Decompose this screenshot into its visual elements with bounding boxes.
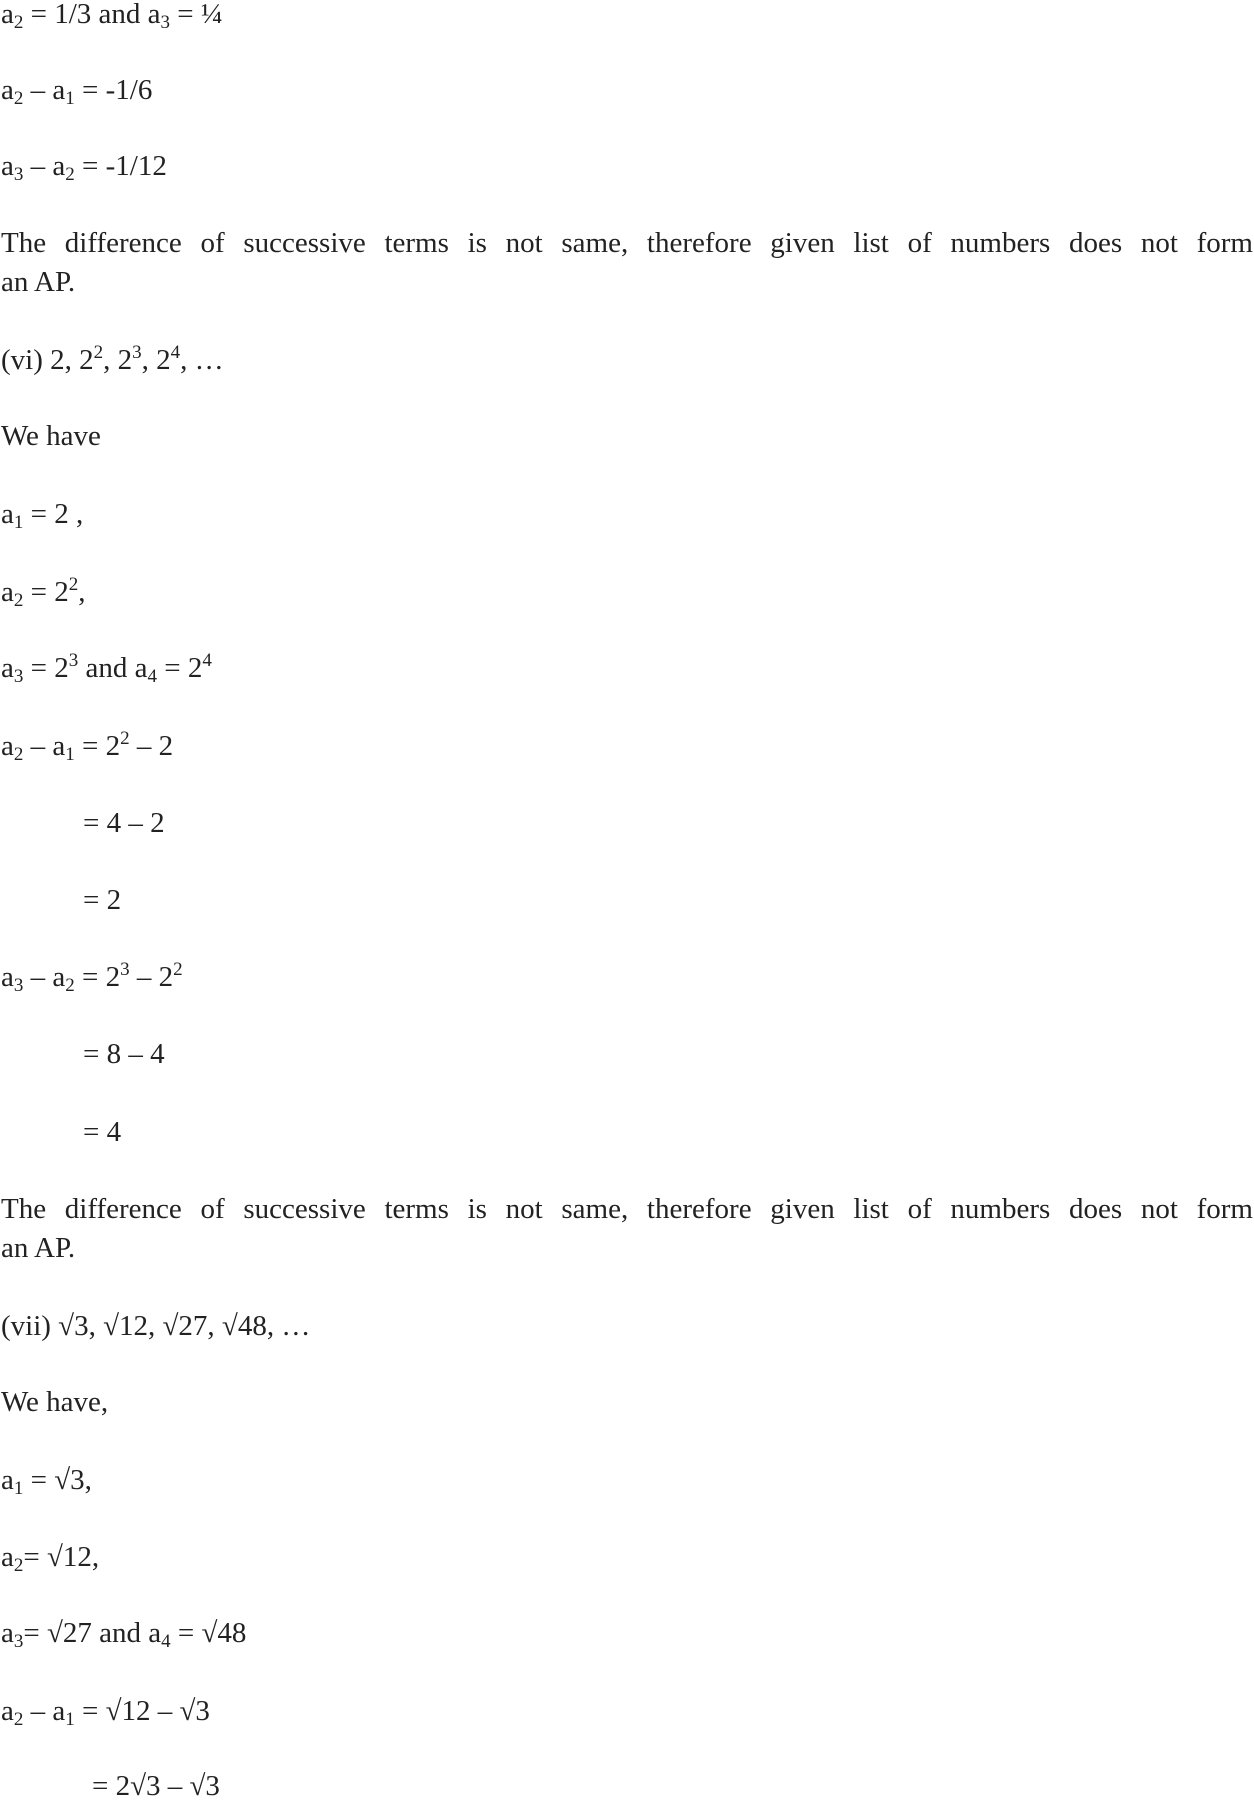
- text-line: [1, 1693, 210, 1729]
- superscript: 2: [68, 574, 79, 595]
- subscript: 3: [13, 975, 24, 996]
- text-line: [83, 1036, 165, 1072]
- text-segment: and a: [78, 652, 148, 684]
- text-segment: – 2: [129, 730, 174, 762]
- text-line: [1, 264, 75, 300]
- text-line: [1, 225, 1253, 261]
- text-segment: – a: [23, 74, 66, 106]
- superscript: 4: [170, 342, 181, 363]
- text-segment: – a: [23, 730, 66, 762]
- text-line: [1, 148, 167, 184]
- subscript: 2: [65, 164, 75, 185]
- text-segment: a: [1, 652, 14, 684]
- subscript: 1: [65, 744, 75, 765]
- text-segment: a: [1, 1695, 14, 1727]
- text-segment: = 2: [23, 652, 69, 684]
- subscript: 2: [13, 744, 24, 765]
- text-segment: a: [1, 0, 14, 30]
- subscript: 4: [161, 1631, 171, 1652]
- text-segment: ,: [78, 576, 86, 608]
- text-line: [1, 1539, 99, 1575]
- text-segment: = 2 ,: [23, 498, 84, 530]
- text-segment: = 1/3 and a: [23, 0, 161, 30]
- text-segment: a: [1, 576, 14, 608]
- text-segment: a: [1, 74, 14, 106]
- text-line: [1, 342, 224, 378]
- superscript: 3: [68, 650, 79, 671]
- text-line: [1, 959, 183, 995]
- subscript: 1: [65, 88, 75, 109]
- text-line: [1, 72, 152, 108]
- text-line: [1, 1384, 108, 1420]
- text-line: [1, 1308, 310, 1344]
- text-segment: (vi) 2, 2: [1, 344, 94, 376]
- text-segment: an AP.: [1, 1232, 76, 1264]
- text-line: [1, 418, 101, 454]
- subscript: 1: [13, 512, 24, 533]
- text-segment: a: [1, 1541, 14, 1573]
- text-segment: , 2: [141, 344, 171, 376]
- subscript: 1: [65, 1709, 75, 1730]
- text-segment: = 8 – 4: [83, 1038, 165, 1070]
- text-segment: = √12 – √3: [74, 1695, 210, 1727]
- text-segment: = √27 and a: [23, 1617, 162, 1649]
- text-segment: a: [1, 730, 14, 762]
- text-segment: = √48: [170, 1617, 247, 1649]
- text-segment: = 4 – 2: [83, 807, 165, 839]
- text-segment: (vii) √3, √12, √27, √48, …: [1, 1310, 311, 1342]
- text-segment: = 2: [156, 652, 203, 684]
- subscript: 2: [13, 1555, 24, 1576]
- text-segment: a: [1, 1617, 14, 1649]
- text-segment: = -1/6: [74, 74, 153, 106]
- text-segment: – 2: [129, 961, 174, 993]
- superscript: 2: [93, 342, 104, 363]
- subscript: 2: [13, 1709, 24, 1730]
- text-line: [1, 1615, 246, 1651]
- text-segment: = √12,: [23, 1541, 100, 1573]
- text-segment: , …: [180, 344, 224, 376]
- text-segment: – a: [23, 961, 66, 993]
- subscript: 3: [13, 666, 24, 687]
- text-line: [1, 496, 83, 532]
- text-segment: a: [1, 150, 14, 182]
- subscript: 2: [13, 12, 24, 33]
- subscript: 2: [13, 88, 24, 109]
- text-line: [92, 1768, 220, 1804]
- superscript: 2: [120, 728, 130, 749]
- text-line: [1, 650, 212, 686]
- subscript: 1: [13, 1478, 24, 1499]
- text-segment: – a: [23, 1695, 66, 1727]
- text-segment: = -1/12: [74, 150, 167, 182]
- text-segment: = 2: [74, 730, 121, 762]
- text-segment: an AP.: [1, 266, 76, 298]
- superscript: 3: [132, 342, 142, 363]
- subscript: 3: [13, 1631, 24, 1652]
- text-segment: The difference of successive terms is not same, therefore given list of numbers does not form: [1, 227, 1253, 259]
- text-segment: = 2: [23, 576, 69, 608]
- subscript: 3: [160, 12, 171, 33]
- text-segment: a: [1, 1464, 14, 1496]
- text-segment: = 2√3 – √3: [92, 1770, 220, 1802]
- text-line: [1, 1462, 92, 1498]
- text-line: [1, 1191, 1253, 1227]
- text-segment: = 4: [83, 1116, 122, 1148]
- text-segment: a: [1, 498, 14, 530]
- superscript: 4: [202, 650, 212, 671]
- subscript: 4: [147, 666, 157, 687]
- text-segment: = ¼: [170, 0, 223, 30]
- text-segment: = √3,: [23, 1464, 92, 1496]
- text-segment: = 2: [74, 961, 121, 993]
- superscript: 3: [120, 959, 130, 980]
- text-line: [1, 728, 173, 764]
- text-line: [83, 1114, 121, 1150]
- text-segment: We have: [1, 420, 101, 452]
- text-segment: , 2: [103, 344, 133, 376]
- superscript: 2: [173, 959, 183, 980]
- text-line: [1, 0, 223, 32]
- text-segment: The difference of successive terms is not same, therefore given list of numbers does not form: [1, 1193, 1253, 1225]
- text-segment: – a: [23, 150, 66, 182]
- text-line: [83, 882, 121, 918]
- text-segment: We have,: [1, 1386, 109, 1418]
- text-line: [1, 574, 85, 610]
- subscript: 3: [13, 164, 24, 185]
- subscript: 2: [13, 590, 24, 611]
- text-line: [1, 1230, 75, 1266]
- text-segment: a: [1, 961, 14, 993]
- subscript: 2: [65, 975, 75, 996]
- text-line: [83, 805, 165, 841]
- text-segment: = 2: [83, 884, 122, 916]
